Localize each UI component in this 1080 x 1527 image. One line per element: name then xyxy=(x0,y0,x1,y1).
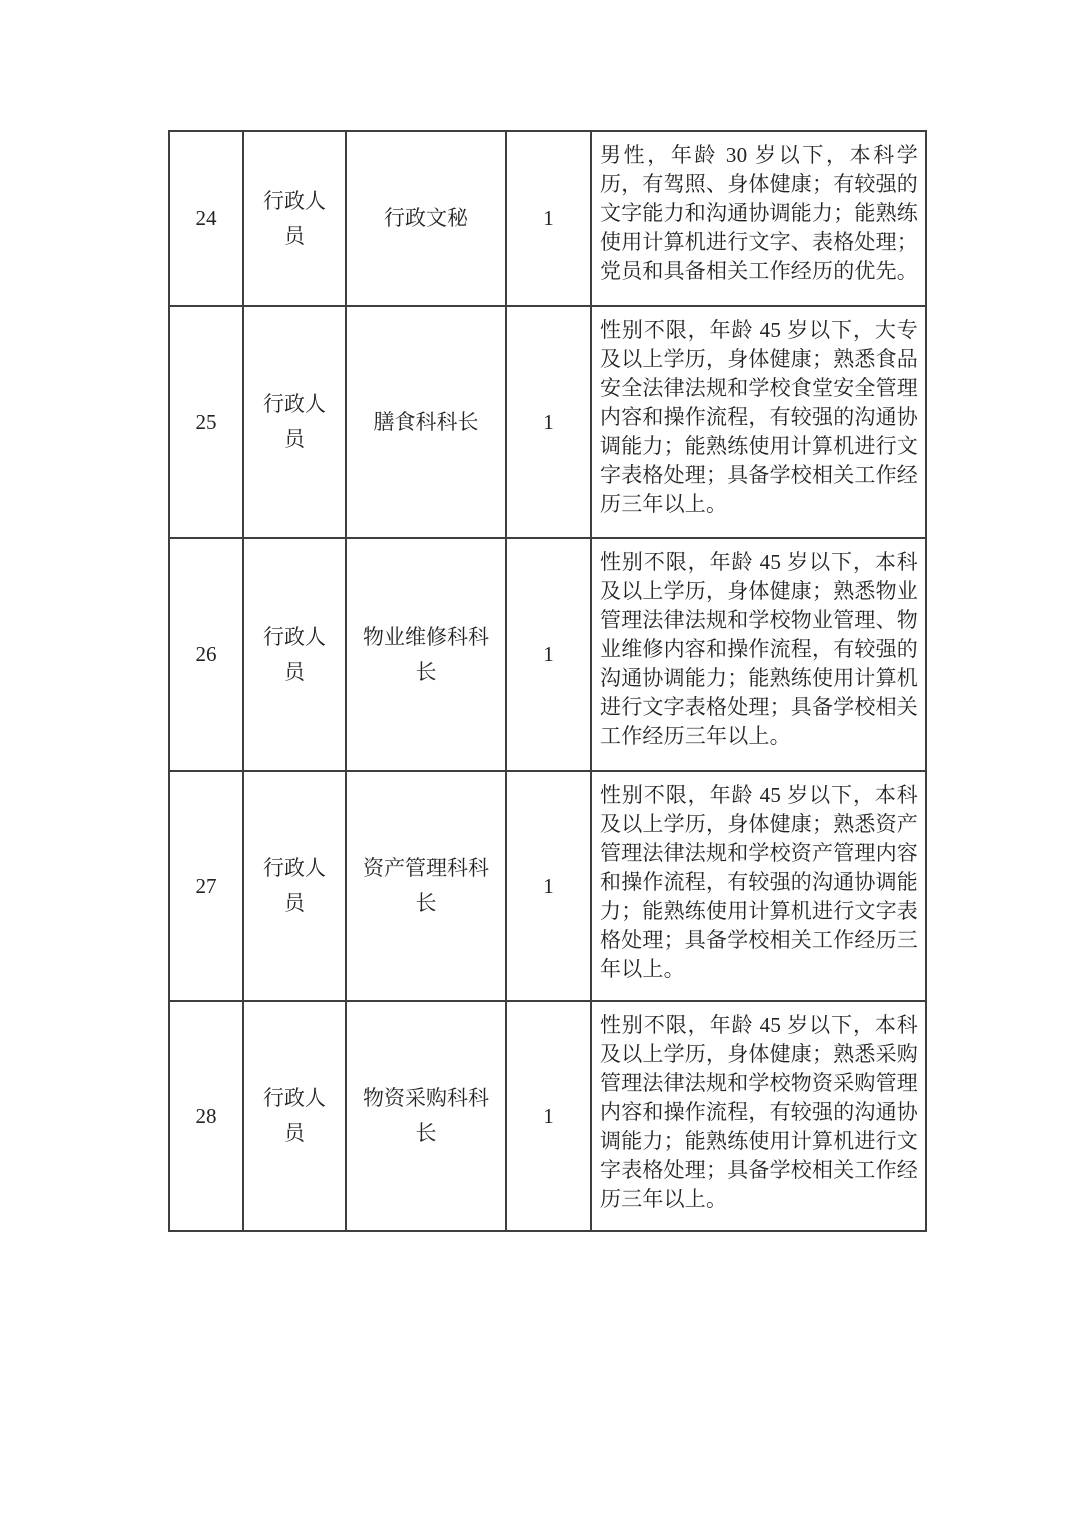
count-cell: 1 xyxy=(506,538,591,771)
row-index-cell: 28 xyxy=(169,1001,243,1231)
category-cell: 行政人员 xyxy=(243,306,346,538)
position-cell: 行政文秘 xyxy=(346,131,506,306)
table-row xyxy=(169,538,926,771)
category-cell: 行政人员 xyxy=(243,131,346,306)
row-index-cell: 24 xyxy=(169,131,243,306)
count-cell: 1 xyxy=(506,771,591,1001)
recruitment-positions-table xyxy=(168,130,927,1232)
requirements-cell: 男性，年龄 30 岁以下，本科学历，有驾照、身体健康；有较强的文字能力和沟通协调能力；能熟练使用计算机进行文字、表格处理；党员和具备相关工作经历的优先。 xyxy=(591,131,926,306)
count-cell: 1 xyxy=(506,1001,591,1231)
requirements-cell: 性别不限，年龄 45 岁以下，大专及以上学历，身体健康；熟悉食品安全法律法规和学校食堂安全管理内容和操作流程，有较强的沟通协调能力；能熟练使用计算机进行文字表格处理；具备学校相关工作经历三年以上。 xyxy=(591,306,926,538)
position-cell: 物业维修科科长 xyxy=(346,538,506,771)
category-cell: 行政人员 xyxy=(243,771,346,1001)
row-index-cell: 25 xyxy=(169,306,243,538)
table-row xyxy=(169,306,926,538)
position-cell: 资产管理科科长 xyxy=(346,771,506,1001)
count-cell: 1 xyxy=(506,306,591,538)
row-index-cell: 26 xyxy=(169,538,243,771)
position-cell: 膳食科科长 xyxy=(346,306,506,538)
table-row xyxy=(169,131,926,306)
row-index-cell: 27 xyxy=(169,771,243,1001)
position-cell: 物资采购科科长 xyxy=(346,1001,506,1231)
category-cell: 行政人员 xyxy=(243,538,346,771)
requirements-cell: 性别不限，年龄 45 岁以下，本科及以上学历，身体健康；熟悉采购管理法律法规和学校物资采购管理内容和操作流程，有较强的沟通协调能力；能熟练使用计算机进行文字表格处理；具备学校相关工作经历三年以上。 xyxy=(591,1001,926,1231)
category-cell: 行政人员 xyxy=(243,1001,346,1231)
table-row xyxy=(169,771,926,1001)
count-cell: 1 xyxy=(506,131,591,306)
requirements-cell: 性别不限，年龄 45 岁以下，本科及以上学历，身体健康；熟悉物业管理法律法规和学校物业管理、物业维修内容和操作流程，有较强的沟通协调能力；能熟练使用计算机进行文字表格处理；具备学校相关工作经历三年以上。 xyxy=(591,538,926,771)
requirements-cell: 性别不限，年龄 45 岁以下，本科及以上学历，身体健康；熟悉资产管理法律法规和学校资产管理内容和操作流程，有较强的沟通协调能力；能熟练使用计算机进行文字表格处理；具备学校相关工作经历三年以上。 xyxy=(591,771,926,1001)
table-row xyxy=(169,1001,926,1231)
